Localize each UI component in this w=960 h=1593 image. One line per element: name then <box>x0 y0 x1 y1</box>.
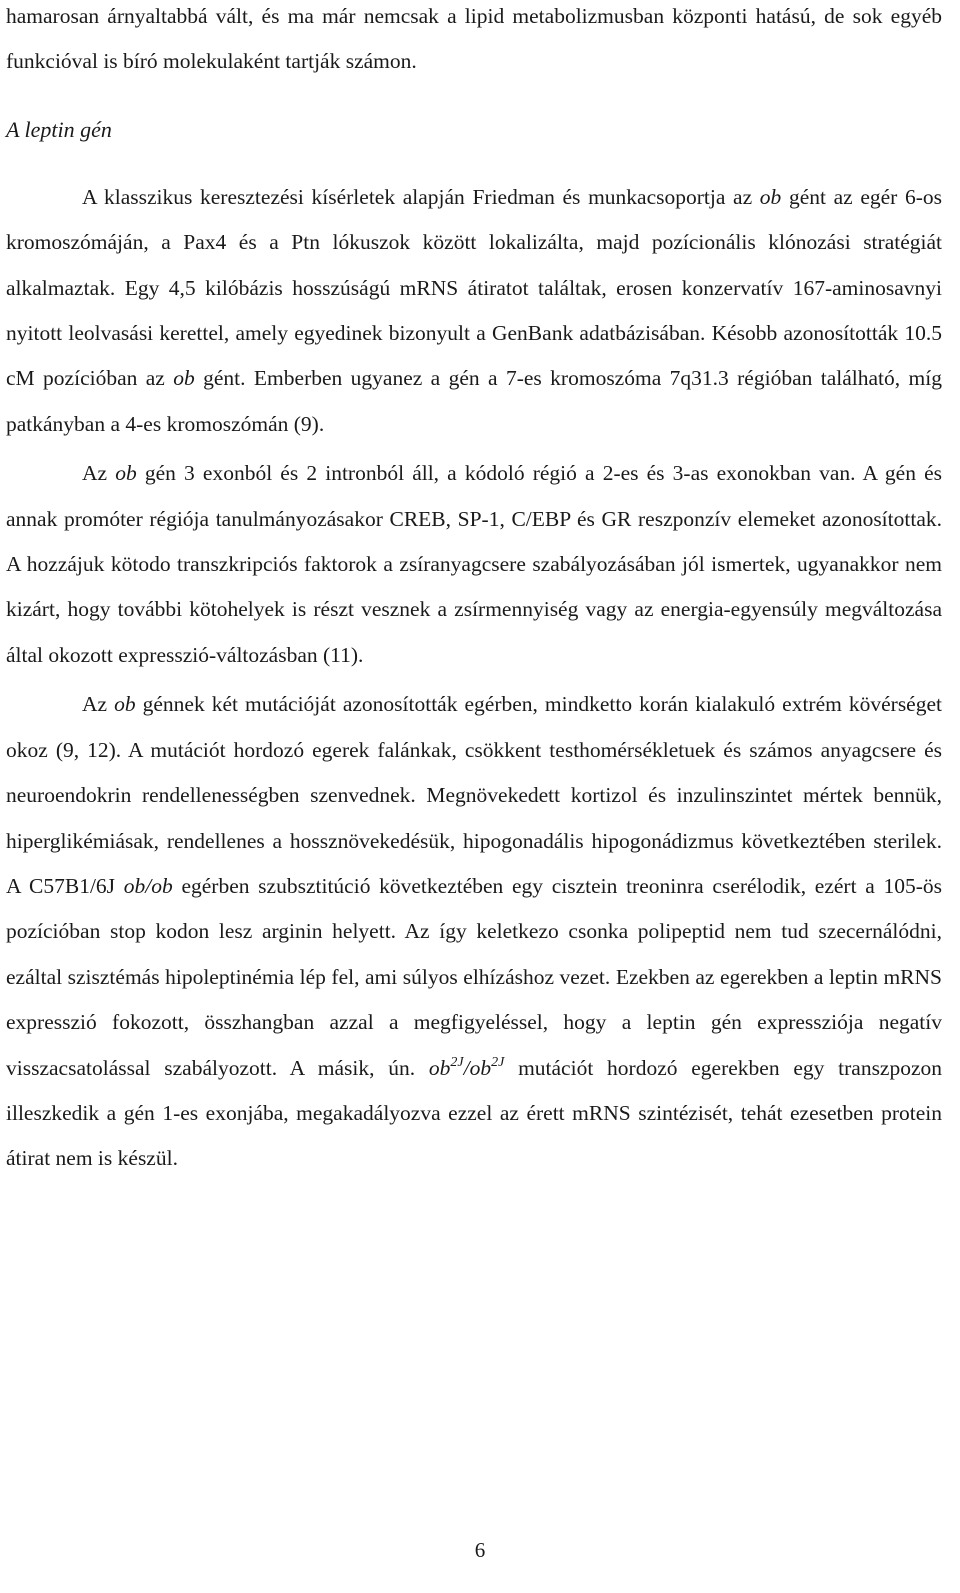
allele-label: $ob^{2J}/ob^{2J}$ <box>428 1054 505 1080</box>
gene-name: ob <box>173 366 195 391</box>
gene-name: ob <box>115 461 137 486</box>
paragraph-2: Az ob gén 3 exonból és 2 intronból áll, a kódoló régió a 2-es és 3-as exonokban van. A gén és annak promóter régiója tanulmányozásakor CREB, SP-1, C/EBP és GR reszponzív elemeket azonosítottak. A hozzájuk kötodo transzkripciós faktorok a zsíranyagcsere szabályozásában jól ismertek, ugyanakkor nem kizárt, hogy további kötohelyek is részt vesznek a zsírmennyiség vagy az energia-egyensúly megváltozása által okozott expresszió-változásban (11). <box>6 461 943 667</box>
paragraph-1: A klasszikus keresztezési kísérletek alapján Friedman és munkacsoportja az ob gént az egér 6-os kromoszómáján, a Pax4 és a Ptn lókuszok között lokalizálta, majd pozícionális klónozási stratégiát alkalmaztak. Egy 4,5 kilóbázis hosszúságú mRNS átiratot találtak, erosen konzervatív 167-aminosavnyi nyitott leolvasási kerettel, amely egyedinek bizonyult a GenBank adatbázisában. Késobb azonosították 10.5 cM pozícióban az ob gént. Emberben ugyanez a gén a 7-es kromoszóma 7q31.3 régióban található, míg patkányban a 4-es kromoszómán (9). <box>6 184 943 436</box>
gene-name: ob <box>759 184 782 209</box>
section-heading: A leptin gén <box>6 116 112 142</box>
gene-name: ob <box>114 692 136 717</box>
genotype-label: ob/ob <box>123 873 173 898</box>
paragraph-3: Az ob génnek két mutációját azonosították egérben, mindketto korán kialakuló extrém kövérséget okoz (9, 12). A mutációt hordozó egerek falánkak, csökkent testhomérsékletuek és számos anyagcsere és neuroendokrin rendellenességben szenvednek. Megnövekedett kortizol és inzulinszintet mértek bennük, hiperglikémiásak, rendellenes a hossznövekedésük, hipogonadális hipogonádizmus következtében sterilek. A C57B1/6J ob/ob egérben szubsztitúció következtében egy cisztein treoninra cserélodik, ezért a 105-ös pozícióban stop kodon lesz arginin helyett. Az így keletkezo csonka polipeptid nem tud szecernálódni, ezáltal szisztémás hipoleptinémia lép fel, ami súlyos elhízáshoz vezet. Ezekben az egerekben a leptin mRNS expresszió fokozott, összhangban azzal a megfigyeléssel, hogy a leptin gén expressziója negatív visszacsatolással szabályozott. A másik, ún. $ob^{2J}/ob^{2J}$ mutációt hordozó egerekben egy transzpozon illeszkedik a gén 1-es exonjába, megakadályozva ezzel az érett mRNS szintézisét, tehát ezesetben protein átirat nem is készül. <box>6 692 943 1171</box>
intro-paragraph: hamarosan árnyaltabbá vált, és ma már nemcsak a lipid metabolizmusban központi hatású, de sok egyéb funkcióval is bíró molekulaként tartják számon. <box>6 4 942 74</box>
page-number: 6 <box>474 1538 486 1562</box>
document-page <box>6 0 942 1182</box>
